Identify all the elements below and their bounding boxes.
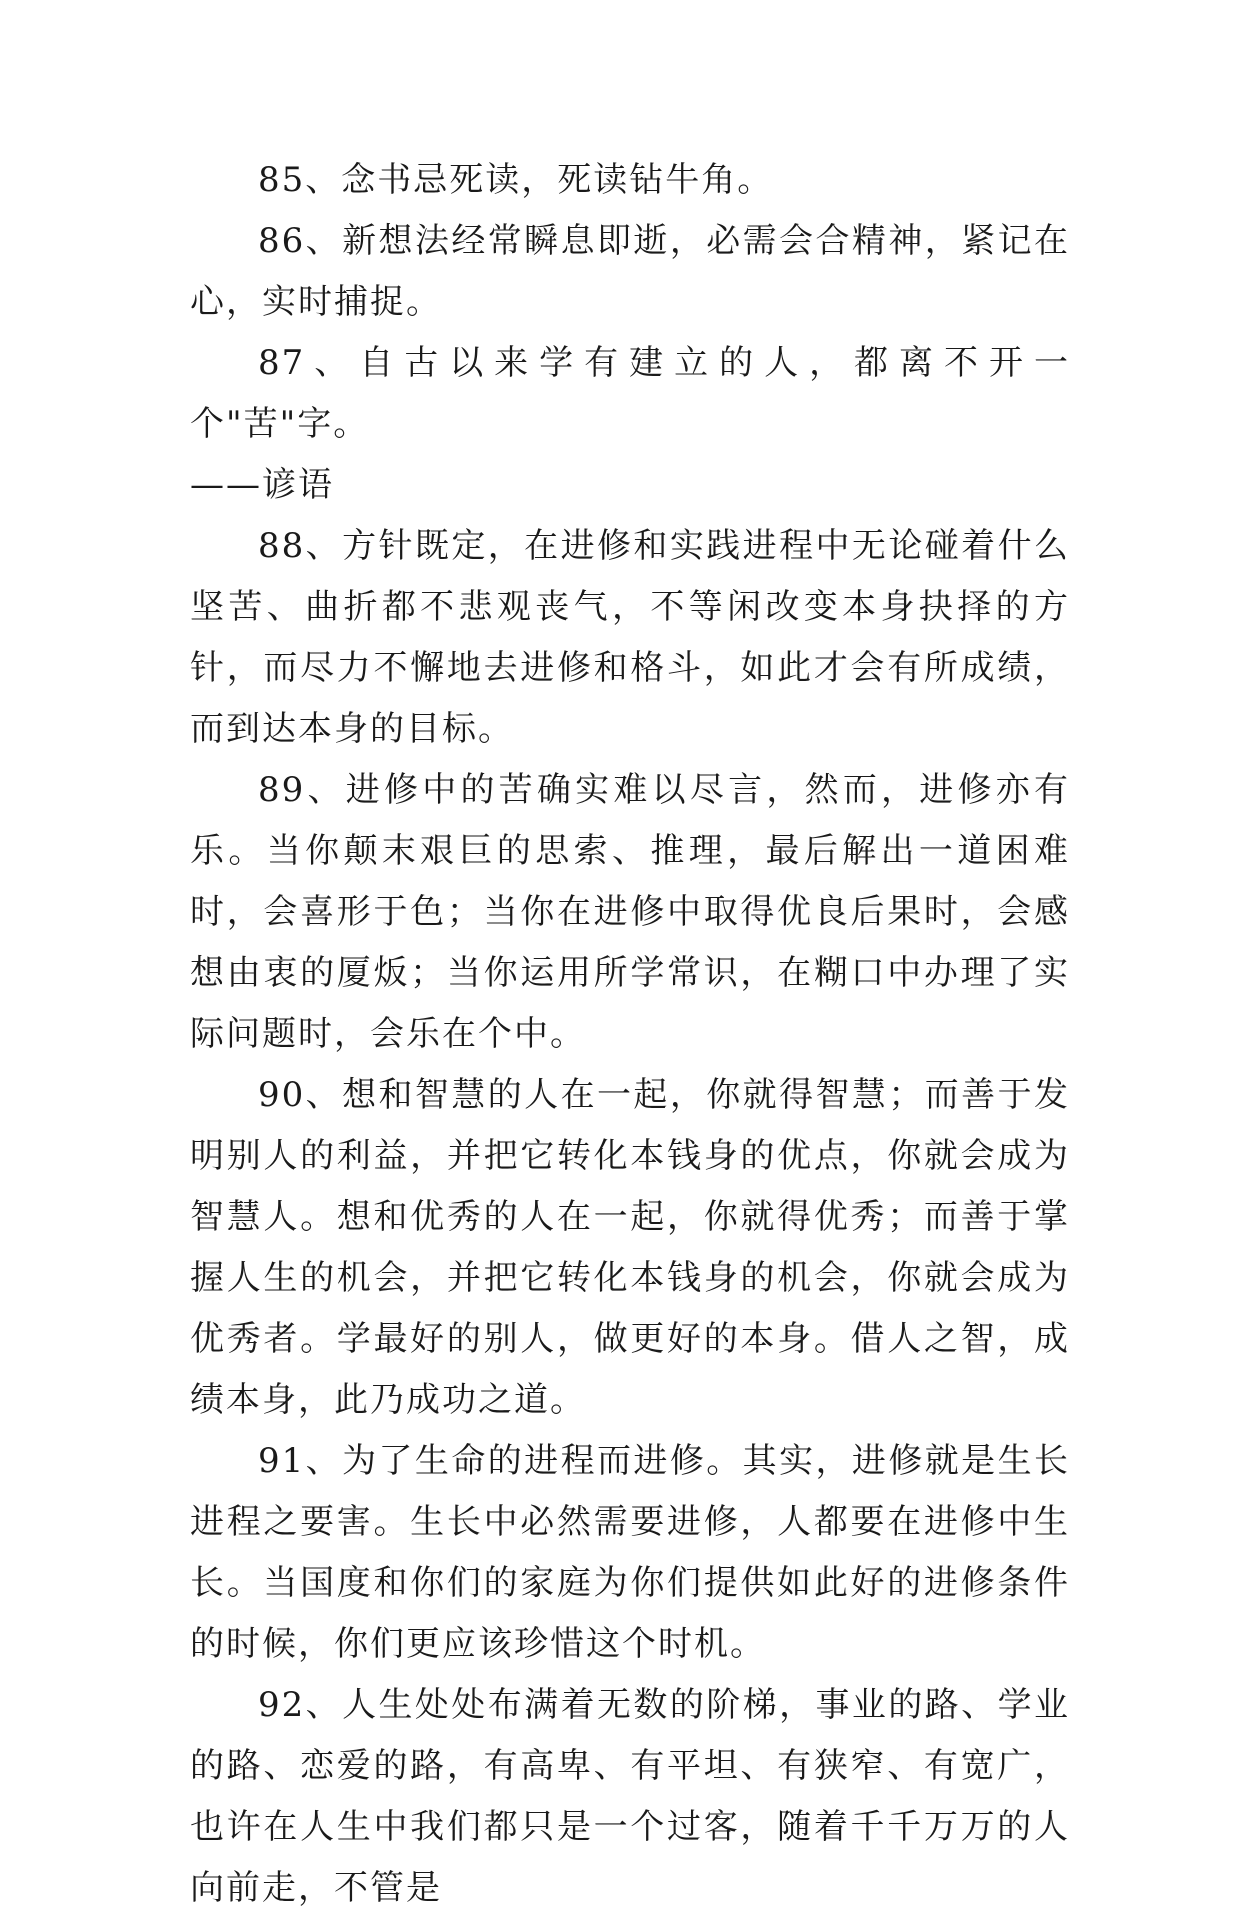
document-page xyxy=(190,150,1070,1919)
paragraph-86: 86、新想法经常瞬息即逝，必需会合精神，紧记在心，实时捕捉。 xyxy=(190,221,1070,322)
paragraph-90: 90、想和智慧的人在一起，你就得智慧；而善于发明别人的利益，并把它转化本钱身的优点，你就会成为智慧人。想和优秀的人在一起，你就得优秀；而善于掌握人生的机会，并把它转化本钱身的机会，你就会成为优秀者。学最好的别人，做更好的本身。借人之智，成绩本身，此乃成功之道。 xyxy=(190,1075,1070,1420)
paragraph-87: 87、自古以来学有建立的人，都离不开一个"苦"字。 xyxy=(190,343,1070,444)
paragraph-87-attribution: ——谚语 xyxy=(190,465,334,505)
paragraph-89: 89、进修中的苦确实难以尽言，然而，进修亦有乐。当你颠末艰巨的思索、推理，最后解出一道困难时，会喜形于色；当你在进修中取得优良后果时，会感想由衷的厦炍；当你运用所学常识，在糊口中办理了实际问题时，会乐在个中。 xyxy=(190,770,1070,1054)
paragraph-92: 92、人生处处布满着无数的阶梯，事业的路、学业的路、恋爱的路，有高卑、有平坦、有狭窄、有宽广，也许在人生中我们都只是一个过客，随着千千万万的人向前走，不管是 xyxy=(190,1685,1070,1908)
paragraph-88: 88、方针既定，在进修和实践进程中无论碰着什么坚苦、曲折都不悲观丧气，不等闲改变本身抉择的方针，而尽力不懈地去进修和格斗，如此才会有所成绩，而到达本身的目标。 xyxy=(190,526,1070,749)
paragraph-91: 91、为了生命的进程而进修。其实，进修就是生长进程之要害。生长中必然需要进修，人都要在进修中生长。当国度和你们的家庭为你们提供如此好的进修条件的时候，你们更应该珍惜这个时机。 xyxy=(190,1441,1070,1664)
paragraph-85: 85、念书忌死读，死读钻牛角。 xyxy=(258,160,774,200)
